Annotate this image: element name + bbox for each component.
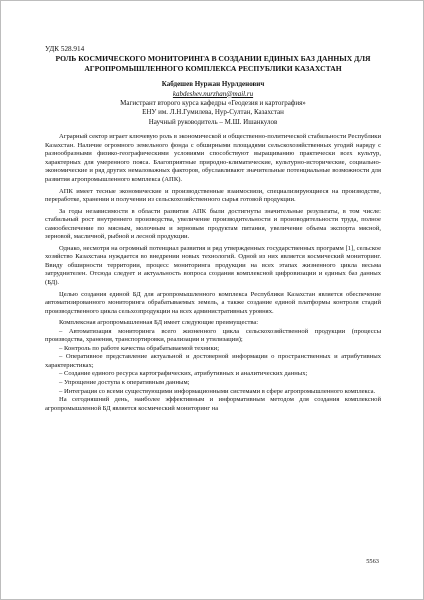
- paragraph: На сегодняшний день, наиболее эффективным и информативным методом для создания комплексной агропромышленной БД является космический мониторинг на: [45, 396, 381, 412]
- scientific-supervisor: Научный руководитель – М.Ш. Ишанкулов: [148, 117, 278, 126]
- list-item: – Создание единого ресурса картографических, атрибутивных и аналитических данных;: [59, 370, 308, 378]
- author-name: Кабдешев Нуржан Нурлденович: [161, 80, 265, 89]
- paragraph: Комплексная агропромышленная БД имеет следующие преимущества:: [59, 319, 259, 327]
- author-email[interactable]: kabdeshev.nurzhan@mail.ru: [172, 89, 254, 98]
- page-content: [45, 45, 381, 413]
- author-affiliation: ЕНУ им. Л.Н.Гумилева, Нур-Султан, Казахстан: [142, 108, 284, 117]
- author-position: Магистрант второго курса кафедры «Геодезия и картография»: [120, 99, 306, 107]
- list-item: – Оперативное представление актуальной и достоверной информации о пространственных и атрибутивных характеристиках;: [45, 353, 381, 369]
- list-item: – Контроль по работе качества обрабатываемой техники;: [59, 344, 220, 352]
- udk-code: УДК 528.914: [45, 45, 85, 53]
- paragraph: Целью создания единой БД для агропромышленного комплекса Республики Казахстан является обеспечение автоматизированного мониторинга обрабатываемых земель, а также создание единой платформы контроля стадий производственного цикла сельхозпродукции на всех административных уровнях.: [45, 290, 381, 315]
- paper-body: [45, 133, 381, 413]
- list-item: – Автоматизация мониторинга всего жизненного цикла сельскохозяйственной продукции (процессы производства, хранения, транспортировки, реализации и утилизации);: [45, 327, 381, 344]
- paragraph: Аграрный сектор играет ключевую роль в экономической и общественно-политической стабильности Республики Казахстан. Наличие огромного земельного фонда с обширными площадями сельскохозяйственных угодий наряду с разнообразными физико-географическими условиями способствуют выращиванию практически всех культур, характерных для умеренного пояса. Благоприятные природно-климатические, культурно-исторические, социально-экономические и ряд других немаловажных факторов, обуславливают значительные потенциальные возможности для развития агропромышленного комплекса (АПК).: [45, 133, 381, 183]
- list-item: – Интеграция со всеми существующими информационными системами в сфере агропромышленного комплекса.: [59, 387, 376, 395]
- paragraph: Однако, несмотря на огромный потенциал развития и ряд утвержденных государственных программ [1], сельское хозяйство Казахстана нуждается во внедрении новых технологий. Одной из них является космический мониторинг. Ввиду обширности территории, процесс мониторинга продукции на всех этапах жизненного цикла весьма затруднителен. Отсюда следует и актуальность вопроса создания комплексной цифровизации и единых баз данных (БД).: [45, 244, 381, 286]
- page-number: 5563: [366, 558, 379, 565]
- list-item: – Упрощение доступа к оперативным данным;: [59, 378, 190, 386]
- paragraph: АПК имеет тесные экономические и производственные взаимосвязи, специализирующиеся на производстве, переработке, хранении и получении из сельскохозяйственного сырья готовой продукции.: [45, 187, 381, 204]
- paper-title: РОЛЬ КОСМИЧЕСКОГО МОНИТОРИНГА В СОЗДАНИИ ЕДИНЫХ БАЗ ДАННЫХ ДЛЯ АГРОПРОМЫШЛЕННОГО КОМПЛЕКСА РЕСПУБЛИКИ КАЗАХСТАН: [55, 54, 371, 73]
- paragraph: За годы независимости в области развития АПК были достигнуты значительные результаты, в том числе: стабильный рост внутреннего производства, увеличение производительности и производительности труда, полное самообеспечение по мясным, молочным и зерновым продуктам питания, увеличение объема экспорта мясной, зерновой, масличной, рыбной и лесной продукции.: [45, 207, 381, 241]
- author-block: [45, 80, 381, 127]
